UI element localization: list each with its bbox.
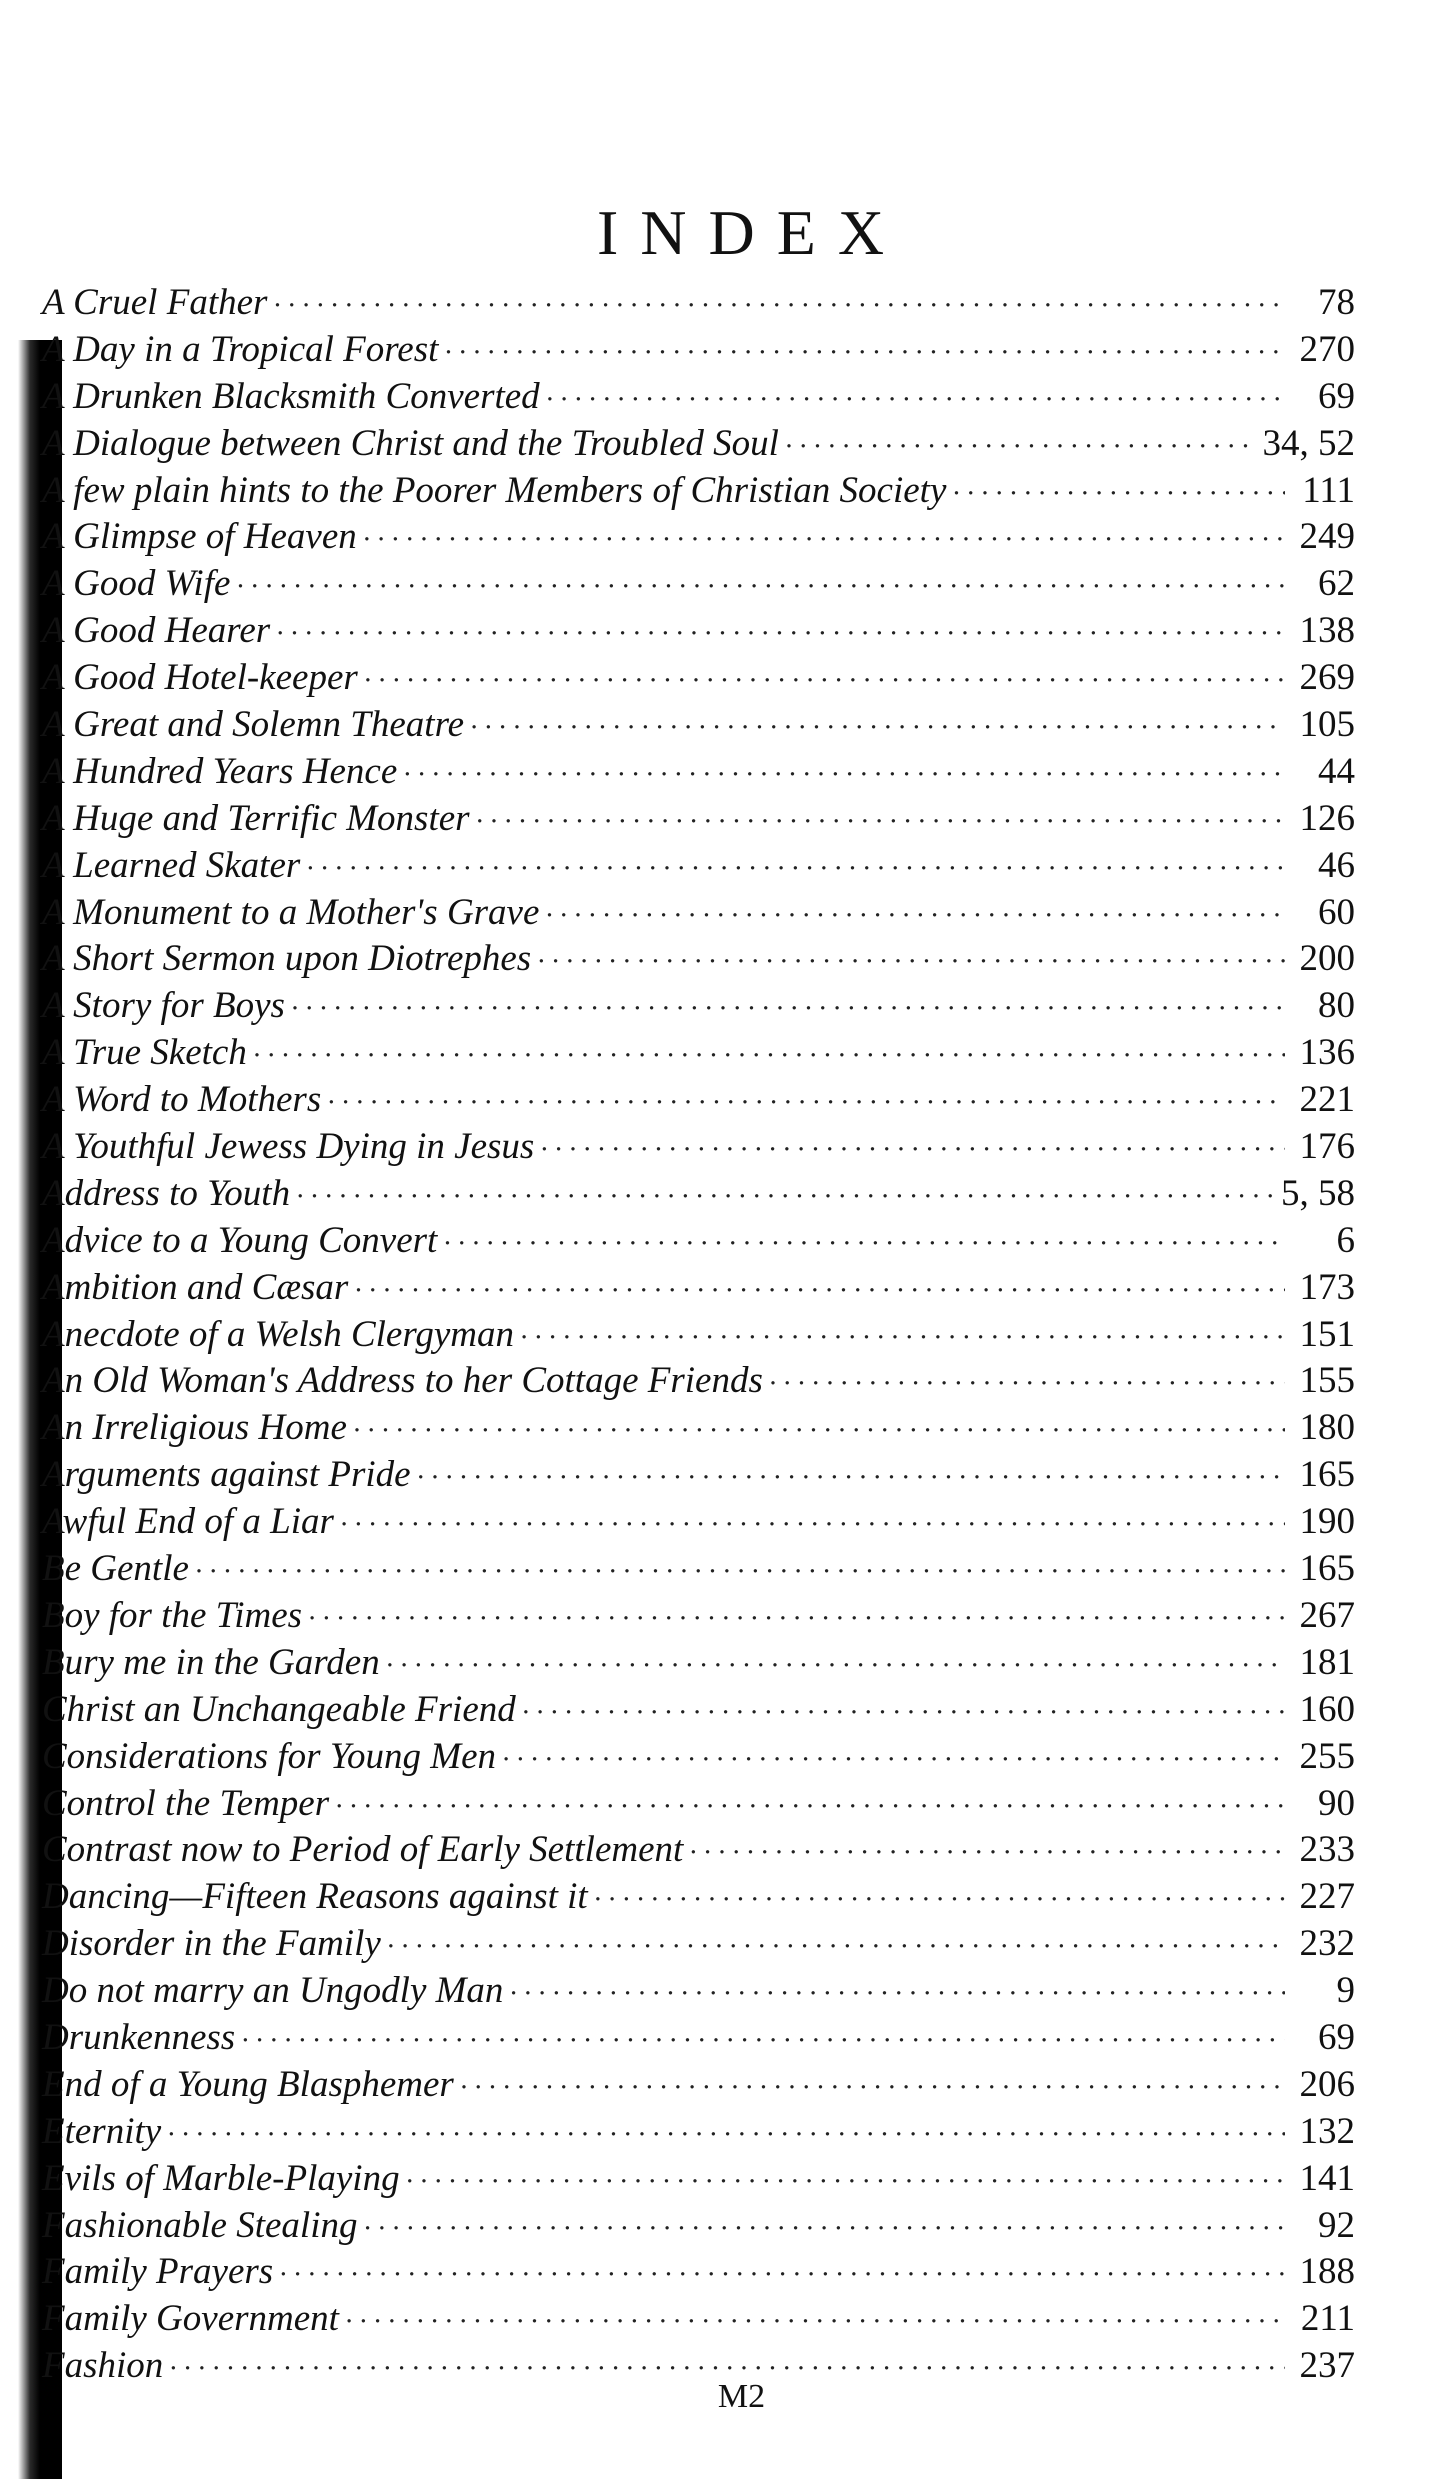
dot-leader	[354, 1268, 1285, 1315]
entry-title: A Huge and Terrific Monster	[42, 797, 470, 839]
entry-title: A Drunken Blacksmith Converted	[42, 375, 540, 417]
entry-page-number: 221	[1299, 1079, 1355, 1121]
dot-leader	[594, 1877, 1285, 1924]
entry-title: Eternity	[42, 2110, 162, 2152]
entry-title: Family Government	[42, 2298, 339, 2340]
entry-title: Fashionable Stealing	[42, 2204, 358, 2246]
entry-page-number: 176	[1299, 1126, 1355, 1168]
index-entry	[42, 2062, 1355, 2109]
entry-title: A Cruel Father	[42, 282, 268, 323]
index-entry	[42, 608, 1355, 655]
entry-page-number: 233	[1299, 1829, 1355, 1871]
entry-title: A Monument to a Mother's Grave	[42, 891, 540, 933]
entry-page-number: 211	[1300, 2298, 1355, 2340]
dot-leader	[546, 377, 1285, 424]
entry-page-number: 136	[1299, 1032, 1355, 1074]
entry-page-number: 267	[1299, 1594, 1355, 1636]
entry-page-number: 60	[1318, 891, 1355, 933]
entry-title: A Glimpse of Heaven	[42, 516, 357, 558]
index-entry	[42, 1734, 1355, 1781]
entry-page-number: 141	[1299, 2157, 1355, 2199]
dot-leader	[273, 283, 1285, 330]
entry-title: Control the Temper	[42, 1782, 330, 1824]
index-entry	[42, 1921, 1355, 1968]
dot-leader	[537, 939, 1285, 986]
entry-title: Drunkenness	[42, 2016, 236, 2058]
index-entry	[42, 1218, 1355, 1265]
entry-title: Advice to a Young Convert	[42, 1219, 438, 1261]
entry-page-number: 78	[1318, 282, 1355, 323]
entry-title: Arguments against Pride	[42, 1454, 411, 1496]
dot-leader	[689, 1830, 1285, 1877]
dot-leader	[545, 893, 1285, 940]
index-entry	[42, 749, 1355, 796]
dot-leader	[417, 1455, 1285, 1502]
entry-page-number: 165	[1299, 1548, 1355, 1590]
dot-leader	[279, 2252, 1285, 2299]
index-entry	[42, 1640, 1355, 1687]
index-entry	[42, 1312, 1355, 1359]
entry-page-number: 90	[1318, 1782, 1355, 1824]
entry-page-number: 69	[1318, 2016, 1355, 2058]
dot-leader	[386, 1643, 1285, 1690]
entry-page-number: 92	[1318, 2204, 1355, 2246]
entry-page-number: 62	[1318, 563, 1355, 605]
entry-page-number: 111	[1302, 469, 1355, 511]
dot-leader	[387, 1924, 1285, 1971]
entry-title: Fashion	[42, 2345, 164, 2387]
entry-page-number: 132	[1299, 2110, 1355, 2152]
dot-leader	[476, 799, 1285, 846]
index-entry	[42, 1077, 1355, 1124]
entry-title: An Irreligious Home	[42, 1407, 347, 1449]
index-entry	[42, 1827, 1355, 1874]
entry-page-number: 255	[1299, 1735, 1355, 1777]
entry-page-number: 160	[1299, 1688, 1355, 1730]
entry-title: Disorder in the Family	[42, 1923, 381, 1965]
dot-leader	[335, 1784, 1285, 1831]
dot-leader	[444, 330, 1285, 377]
entry-page-number: 80	[1318, 985, 1355, 1027]
entry-title: A Word to Mothers	[42, 1079, 322, 1121]
entry-page-number: 188	[1299, 2251, 1355, 2293]
index-entry	[42, 843, 1355, 890]
entry-page-number: 105	[1299, 704, 1355, 746]
index-entry	[42, 280, 1355, 327]
dot-leader	[502, 1737, 1285, 1784]
dot-leader	[340, 1502, 1285, 1549]
dot-leader	[353, 1408, 1285, 1455]
dot-leader	[785, 424, 1257, 471]
entry-title: A True Sketch	[42, 1032, 247, 1074]
dot-leader	[327, 1080, 1285, 1127]
dot-leader	[306, 846, 1285, 893]
entry-page-number: 227	[1299, 1876, 1355, 1918]
dot-leader	[364, 2206, 1286, 2253]
entry-page-number: 165	[1299, 1454, 1355, 1496]
entry-page-number: 155	[1299, 1360, 1355, 1402]
entry-title: A Learned Skater	[42, 844, 301, 886]
entry-title: A Good Hearer	[42, 610, 271, 652]
dot-leader	[509, 1971, 1285, 2018]
entry-page-number: 206	[1299, 2063, 1355, 2105]
page-folio: M2	[717, 2378, 766, 2415]
index-entry	[42, 702, 1355, 749]
dot-leader	[364, 658, 1285, 705]
entry-page-number: 6	[1336, 1219, 1355, 1261]
index-entry	[42, 655, 1355, 702]
entry-title: A Good Wife	[42, 563, 231, 605]
index-entry	[42, 1452, 1355, 1499]
dot-leader	[291, 986, 1285, 1033]
index-entry	[42, 1687, 1355, 1734]
dot-leader	[460, 2065, 1285, 2112]
entry-title: Ambition and Cæsar	[42, 1266, 349, 1308]
dot-leader	[406, 2159, 1285, 2206]
dot-leader	[952, 471, 1285, 518]
entry-title: An Old Woman's Address to her Cottage Friends	[42, 1360, 763, 1402]
entry-title: A Day in a Tropical Forest	[42, 328, 439, 370]
entry-title: A few plain hints to the Poorer Members of Christian Society	[42, 469, 947, 511]
dot-leader	[253, 1033, 1285, 1080]
entry-page-number: 5, 58	[1281, 1172, 1355, 1214]
index-entry	[42, 514, 1355, 561]
index-entry	[42, 890, 1355, 937]
entry-title: A Story for Boys	[42, 985, 285, 1027]
dot-leader	[345, 2299, 1285, 2346]
entry-title: Dancing—Fifteen Reasons against it	[42, 1876, 588, 1918]
index-entry	[42, 2296, 1355, 2343]
dot-leader	[540, 1127, 1285, 1174]
entry-title: Be Gentle	[42, 1548, 189, 1590]
entry-title: Evils of Marble-Playing	[42, 2157, 400, 2199]
dot-leader	[236, 564, 1285, 611]
dot-leader	[276, 611, 1285, 658]
entry-page-number: 44	[1318, 750, 1355, 792]
index-entry	[42, 374, 1355, 421]
entry-title: A Youthful Jewess Dying in Jesus	[42, 1126, 535, 1168]
entry-page-number: 34, 52	[1262, 422, 1355, 464]
index-entry	[42, 1968, 1355, 2015]
dot-leader	[195, 1549, 1285, 1596]
dot-leader	[241, 2018, 1285, 2065]
entry-page-number: 138	[1299, 610, 1355, 652]
entry-page-number: 173	[1299, 1266, 1355, 1308]
dot-leader	[308, 1596, 1285, 1643]
entry-title: Anecdote of a Welsh Clergyman	[42, 1313, 515, 1355]
index-entry	[42, 1030, 1355, 1077]
index-entry	[42, 1124, 1355, 1171]
entry-title: Address to Youth	[42, 1172, 291, 1214]
index-entry	[42, 2015, 1355, 2062]
index-entry	[42, 936, 1355, 983]
dot-leader	[363, 517, 1285, 564]
entry-page-number: 200	[1299, 938, 1355, 980]
entry-page-number: 269	[1299, 657, 1355, 699]
dot-leader	[520, 1315, 1285, 1362]
entry-title: Boy for the Times	[42, 1594, 303, 1636]
entry-title: Do not marry an Ungodly Man	[42, 1970, 504, 2012]
index-entry	[42, 1546, 1355, 1593]
entry-title: Family Prayers	[42, 2251, 274, 2293]
entry-title: A Short Sermon upon Diotrephes	[42, 938, 532, 980]
dot-leader	[403, 752, 1285, 799]
index-list	[42, 280, 1355, 2390]
entry-page-number: 69	[1318, 375, 1355, 417]
entry-page-number: 232	[1299, 1923, 1355, 1965]
index-entry	[42, 1593, 1355, 1640]
entry-page-number: 249	[1299, 516, 1355, 558]
entry-page-number: 190	[1299, 1501, 1355, 1543]
index-entry	[42, 1358, 1355, 1405]
index-entry	[42, 421, 1355, 468]
entry-title: A Hundred Years Hence	[42, 750, 398, 792]
entry-title: A Good Hotel-keeper	[42, 657, 358, 699]
dot-leader	[296, 1174, 1275, 1221]
index-entry	[42, 2203, 1355, 2250]
index-entry	[42, 983, 1355, 1030]
index-entry	[42, 1874, 1355, 1921]
dot-leader	[470, 705, 1285, 752]
index-entry	[42, 2249, 1355, 2296]
entry-page-number: 46	[1318, 844, 1355, 886]
entry-page-number: 180	[1299, 1407, 1355, 1449]
entry-page-number: 270	[1299, 328, 1355, 370]
entry-page-number: 126	[1299, 797, 1355, 839]
dot-leader	[443, 1221, 1285, 1268]
index-entry	[42, 1171, 1355, 1218]
index-entry	[42, 1499, 1355, 1546]
index-entry	[42, 1265, 1355, 1312]
index-entry	[42, 327, 1355, 374]
dot-leader	[167, 2112, 1285, 2159]
entry-title: Christ an Unchangeable Friend	[42, 1688, 516, 1730]
entry-title: Awful End of a Liar	[42, 1501, 334, 1543]
entry-title: A Dialogue between Christ and the Troubled Soul	[42, 422, 779, 464]
entry-page-number: 237	[1299, 2345, 1355, 2387]
entry-title: A Great and Solemn Theatre	[42, 704, 465, 746]
entry-title: Considerations for Young Men	[42, 1735, 496, 1777]
entry-page-number: 181	[1299, 1641, 1355, 1683]
index-entry	[42, 561, 1355, 608]
entry-title: Bury me in the Garden	[42, 1641, 380, 1683]
entry-title: Contrast now to Period of Early Settlement	[42, 1829, 684, 1871]
index-entry	[42, 468, 1355, 515]
index-entry	[42, 1781, 1355, 1828]
entry-title: End of a Young Blasphemer	[42, 2063, 454, 2105]
index-entry	[42, 2156, 1355, 2203]
dot-leader	[522, 1690, 1285, 1737]
dot-leader	[769, 1361, 1285, 1408]
index-entry	[42, 2109, 1355, 2156]
entry-page-number: 9	[1336, 1970, 1355, 2012]
page-title: INDEX	[596, 197, 907, 268]
index-entry	[42, 796, 1355, 843]
entry-page-number: 151	[1299, 1313, 1355, 1355]
index-entry	[42, 1405, 1355, 1452]
